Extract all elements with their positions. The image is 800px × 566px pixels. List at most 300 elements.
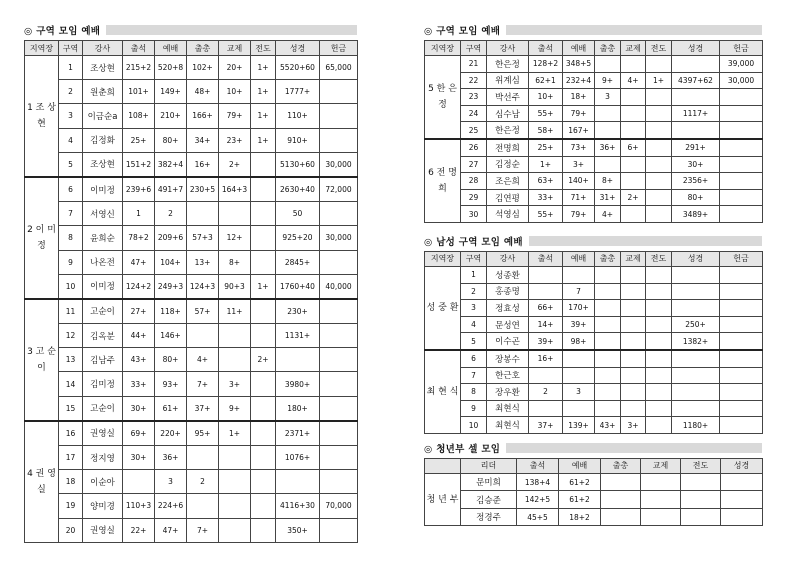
cell-value: [646, 283, 672, 300]
cell-value: 910+: [276, 128, 320, 152]
column-header: 구역: [461, 251, 487, 266]
cell-value: 215+2: [123, 56, 155, 80]
column-header: 지역장: [25, 41, 59, 56]
cell-value: 2845+: [276, 250, 320, 274]
cell-value: [621, 333, 646, 350]
cell-value: 146+: [155, 324, 187, 348]
cell-value: [646, 173, 672, 190]
cell-value: 4116+30: [276, 494, 320, 518]
cell-number: 28: [461, 173, 487, 190]
cell-value: 180+: [276, 396, 320, 421]
cell-value: 224+6: [155, 494, 187, 518]
cell-value: [646, 139, 672, 156]
cell-value: 209+6: [155, 226, 187, 250]
cell-value: 1+: [251, 80, 276, 104]
cell-value: [720, 139, 763, 156]
cell-value: 118+: [155, 299, 187, 324]
cell-value: 151+2: [123, 152, 155, 177]
cell-number: 8: [461, 384, 487, 401]
cell-value: 14+: [529, 316, 563, 333]
cell-value: [621, 89, 646, 106]
cell-value: [529, 266, 563, 283]
cell-value: 31+: [595, 189, 621, 206]
cell-value: [681, 508, 721, 526]
cell-value: 1777+: [276, 80, 320, 104]
title-bar: [529, 236, 762, 246]
cell-value: 27+: [123, 299, 155, 324]
column-header: 출총: [601, 458, 641, 473]
cell-value: [320, 202, 358, 226]
cell-value: [641, 508, 681, 526]
cell-value: 7+: [187, 372, 219, 396]
cell-number: 20: [59, 518, 83, 542]
cell-name: 원춘희: [83, 80, 123, 104]
cell-value: [595, 283, 621, 300]
cell-name: 조상현: [83, 152, 123, 177]
column-header: 예배: [155, 41, 187, 56]
cell-value: [219, 470, 251, 494]
cell-value: [621, 105, 646, 122]
cell-number: 10: [461, 417, 487, 434]
cell-value: 7: [563, 283, 595, 300]
table-row: [425, 491, 763, 509]
table-row: [425, 350, 763, 367]
cell-value: [320, 299, 358, 324]
cell-value: [721, 491, 763, 509]
cell-value: [646, 300, 672, 317]
cell-value: [595, 350, 621, 367]
cell-value: 57+3: [187, 226, 219, 250]
cell-value: 72,000: [320, 177, 358, 202]
cell-value: [646, 266, 672, 283]
cell-value: 4397+62: [672, 72, 720, 89]
cell-value: 108+: [123, 104, 155, 128]
cell-value: 61+2: [559, 473, 601, 491]
cell-name: 문미희: [461, 473, 517, 491]
cell-value: [251, 177, 276, 202]
table-row: [425, 206, 763, 223]
cell-name: 심수남: [487, 105, 529, 122]
cell-value: [529, 367, 563, 384]
cell-value: 164+3: [219, 177, 251, 202]
cell-value: 138+4: [517, 473, 559, 491]
cell-value: 230+: [276, 299, 320, 324]
column-header: 교제: [641, 458, 681, 473]
cell-value: [320, 250, 358, 274]
cell-value: [720, 400, 763, 417]
table-row: [425, 508, 763, 526]
cell-value: 70,000: [320, 494, 358, 518]
cell-name: 장우환: [487, 384, 529, 401]
cell-value: 39+: [563, 316, 595, 333]
cell-number: 26: [461, 139, 487, 156]
cell-value: [646, 122, 672, 139]
cell-value: 520+8: [155, 56, 187, 80]
table-row: [25, 177, 358, 202]
cell-value: 50: [276, 202, 320, 226]
left-section-title: ◎ 구역 모임 예배: [24, 26, 101, 37]
group-leader-cell: 5 한 은 정: [425, 56, 461, 139]
cell-value: 61+: [155, 396, 187, 421]
group-leader-cell: 최 현 식: [425, 350, 461, 433]
cell-value: 2+: [621, 189, 646, 206]
cell-value: 95+: [187, 421, 219, 446]
cell-value: [721, 508, 763, 526]
table-row: [25, 446, 358, 470]
cell-value: [621, 367, 646, 384]
cell-value: [641, 491, 681, 509]
cell-value: 40,000: [320, 274, 358, 299]
cell-value: [646, 350, 672, 367]
title-bar: [106, 25, 357, 35]
cell-number: 6: [461, 350, 487, 367]
group-leader-cell: 성 중 환: [425, 266, 461, 349]
cell-name: 석영심: [487, 206, 529, 223]
column-header: 출석: [123, 41, 155, 56]
column-header: 출총: [595, 251, 621, 266]
cell-value: 45+5: [517, 508, 559, 526]
cell-value: 23+: [219, 128, 251, 152]
cell-value: [646, 206, 672, 223]
cell-value: 2356+: [672, 173, 720, 190]
table-row: [25, 396, 358, 421]
cell-value: [646, 367, 672, 384]
right-bottom-section-header: [424, 440, 762, 456]
cell-value: 30+: [123, 396, 155, 421]
cell-value: [720, 89, 763, 106]
cell-value: [219, 348, 251, 372]
cell-value: [595, 316, 621, 333]
column-header: 지역장: [425, 41, 461, 56]
table-row: [25, 518, 358, 542]
cell-value: [595, 56, 621, 73]
table-header-row: [25, 41, 358, 56]
cell-value: 55+: [529, 105, 563, 122]
cell-value: [251, 470, 276, 494]
cell-name: 나온전: [83, 250, 123, 274]
cell-value: 44+: [123, 324, 155, 348]
table-row: [425, 122, 763, 139]
table-row: [425, 367, 763, 384]
cell-value: 30+: [123, 446, 155, 470]
right-bottom-section-title: ◎ 청년부 셀 모임: [424, 443, 501, 455]
cell-value: [621, 266, 646, 283]
cell-number: 6: [59, 177, 83, 202]
cell-value: 47+: [155, 518, 187, 542]
cell-value: [672, 89, 720, 106]
cell-value: [595, 384, 621, 401]
column-header: [425, 458, 461, 473]
cell-value: [219, 446, 251, 470]
cell-value: [251, 324, 276, 348]
table-row: [425, 89, 763, 106]
cell-value: 20+: [219, 56, 251, 80]
cell-name: 조은희: [487, 173, 529, 190]
cell-name: 양미경: [83, 494, 123, 518]
cell-value: 1131+: [276, 324, 320, 348]
cell-value: [646, 333, 672, 350]
cell-value: [529, 283, 563, 300]
cell-value: [672, 122, 720, 139]
cell-value: [646, 400, 672, 417]
cell-value: [681, 473, 721, 491]
column-header: 출석: [529, 41, 563, 56]
table-row: [25, 494, 358, 518]
cell-value: 2: [529, 384, 563, 401]
cell-value: [646, 316, 672, 333]
cell-value: [720, 283, 763, 300]
table-row: [25, 202, 358, 226]
cell-number: 15: [59, 396, 83, 421]
cell-value: [601, 508, 641, 526]
cell-value: 58+: [529, 122, 563, 139]
cell-value: [320, 128, 358, 152]
cell-value: [720, 105, 763, 122]
cell-value: 34+: [187, 128, 219, 152]
group-leader-cell: 4 권 영 실: [25, 421, 59, 542]
cell-value: 3980+: [276, 372, 320, 396]
cell-name: 고순이: [83, 396, 123, 421]
cell-value: 140+: [563, 173, 595, 190]
cell-name: 조상현: [83, 56, 123, 80]
cell-value: [621, 122, 646, 139]
cell-value: 79+: [563, 206, 595, 223]
cell-value: [646, 384, 672, 401]
group-leader-cell: 3 고 순 이: [25, 299, 59, 421]
table-row: [425, 283, 763, 300]
cell-number: 9: [59, 250, 83, 274]
cell-value: 1+: [646, 72, 672, 89]
cell-value: [601, 473, 641, 491]
cell-value: 8+: [219, 250, 251, 274]
table-row: [425, 56, 763, 73]
cell-value: [563, 400, 595, 417]
cell-value: 7+: [187, 518, 219, 542]
cell-value: [251, 518, 276, 542]
table-row: [425, 105, 763, 122]
column-header: 구역: [461, 41, 487, 56]
table-row: [25, 128, 358, 152]
cell-value: [621, 173, 646, 190]
cell-value: 1117+: [672, 105, 720, 122]
cell-value: 43+: [123, 348, 155, 372]
cell-value: 2+: [219, 152, 251, 177]
title-bar: [506, 25, 762, 35]
table-row: [25, 324, 358, 348]
cell-value: 80+: [155, 128, 187, 152]
cell-name: 김남주: [83, 348, 123, 372]
cell-value: [187, 202, 219, 226]
table-row: [25, 421, 358, 446]
cell-name: 고순이: [83, 299, 123, 324]
cell-value: 1: [123, 202, 155, 226]
cell-value: [621, 400, 646, 417]
cell-number: 2: [461, 283, 487, 300]
column-header: 예배: [563, 251, 595, 266]
cell-name: 장봉수: [487, 350, 529, 367]
cell-number: 27: [461, 156, 487, 173]
cell-number: 4: [59, 128, 83, 152]
cell-number: 18: [59, 470, 83, 494]
cell-number: 3: [461, 300, 487, 317]
cell-value: [720, 316, 763, 333]
column-header: 헌금: [720, 41, 763, 56]
cell-value: 1+: [251, 128, 276, 152]
cell-value: 18+: [563, 89, 595, 106]
cell-value: 62+1: [529, 72, 563, 89]
cell-value: [251, 202, 276, 226]
cell-number: 4: [461, 316, 487, 333]
cell-number: 25: [461, 122, 487, 139]
cell-value: [641, 473, 681, 491]
cell-value: [672, 367, 720, 384]
column-header: 교제: [621, 251, 646, 266]
cell-value: 90+3: [219, 274, 251, 299]
cell-value: 30+: [672, 156, 720, 173]
table-row: [25, 372, 358, 396]
youth-cell-table: [424, 458, 763, 527]
cell-value: 925+20: [276, 226, 320, 250]
cell-value: 11+: [219, 299, 251, 324]
cell-name: 김미정: [83, 372, 123, 396]
cell-value: [123, 470, 155, 494]
cell-value: 80+: [672, 189, 720, 206]
cell-value: 1+: [251, 104, 276, 128]
cell-value: 1+: [251, 56, 276, 80]
cell-number: 21: [461, 56, 487, 73]
cell-value: 3489+: [672, 206, 720, 223]
cell-number: 7: [59, 202, 83, 226]
right-top-section-title: ◎ 구역 모임 예배: [424, 26, 501, 37]
cell-value: 9+: [219, 396, 251, 421]
cell-name: 이미정: [83, 177, 123, 202]
cell-value: [595, 367, 621, 384]
table-row: [25, 226, 358, 250]
cell-value: 102+: [187, 56, 219, 80]
cell-value: [595, 266, 621, 283]
cell-name: 한은정: [487, 122, 529, 139]
cell-value: 36+: [155, 446, 187, 470]
cell-value: 350+: [276, 518, 320, 542]
cell-value: 66+: [529, 300, 563, 317]
cell-name: 김연평: [487, 189, 529, 206]
cell-number: 13: [59, 348, 83, 372]
cell-value: 9+: [595, 72, 621, 89]
table-row: [25, 470, 358, 494]
cell-value: [720, 417, 763, 434]
cell-value: [187, 494, 219, 518]
cell-name: 한은정: [487, 56, 529, 73]
cell-value: 491+7: [155, 177, 187, 202]
table-row: [425, 173, 763, 190]
cell-value: [276, 470, 320, 494]
cell-name: 한근호: [487, 367, 529, 384]
cell-value: [276, 348, 320, 372]
cell-name: 위계심: [487, 72, 529, 89]
cell-value: [672, 266, 720, 283]
cell-value: 36+: [595, 139, 621, 156]
table-row: [425, 417, 763, 434]
cell-value: 3+: [563, 156, 595, 173]
cell-value: 5520+60: [276, 56, 320, 80]
column-header: 구역: [59, 41, 83, 56]
cell-value: 170+: [563, 300, 595, 317]
cell-value: [320, 446, 358, 470]
cell-value: [720, 350, 763, 367]
cell-number: 8: [59, 226, 83, 250]
cell-value: [621, 384, 646, 401]
left-attendance-table: [24, 40, 358, 543]
cell-value: 230+5: [187, 177, 219, 202]
cell-value: 3+: [621, 417, 646, 434]
cell-number: 24: [461, 105, 487, 122]
table-row: [25, 56, 358, 80]
left-column: [24, 22, 357, 543]
cell-number: 10: [59, 274, 83, 299]
cell-value: 16+: [529, 350, 563, 367]
column-header: 성경: [672, 41, 720, 56]
cell-value: [219, 324, 251, 348]
cell-name: 문성연: [487, 316, 529, 333]
cell-name: 전명희: [487, 139, 529, 156]
cell-value: 3: [595, 89, 621, 106]
cell-value: 71+: [563, 189, 595, 206]
cell-name: 성종환: [487, 266, 529, 283]
table-row: [425, 189, 763, 206]
cell-value: [595, 400, 621, 417]
cell-value: 4+: [595, 206, 621, 223]
cell-value: [672, 350, 720, 367]
cell-name: 최현식: [487, 400, 529, 417]
cell-number: 19: [59, 494, 83, 518]
cell-value: 73+: [563, 139, 595, 156]
cell-name: 권영실: [83, 421, 123, 446]
cell-value: [320, 470, 358, 494]
cell-value: [251, 372, 276, 396]
group-label-cell: 청 년 부: [425, 473, 461, 526]
cell-value: [646, 105, 672, 122]
column-header: 리더: [461, 458, 517, 473]
cell-name: 박선주: [487, 89, 529, 106]
cell-value: [563, 266, 595, 283]
cell-value: 10+: [529, 89, 563, 106]
cell-value: [251, 152, 276, 177]
cell-value: 18+2: [559, 508, 601, 526]
cell-value: [621, 206, 646, 223]
cell-value: [646, 189, 672, 206]
cell-number: 5: [59, 152, 83, 177]
cell-value: [251, 226, 276, 250]
cell-name: 정효성: [487, 300, 529, 317]
cell-value: [320, 104, 358, 128]
cell-value: [251, 250, 276, 274]
cell-number: 12: [59, 324, 83, 348]
cell-value: [672, 300, 720, 317]
cell-value: 10+: [219, 80, 251, 104]
cell-value: 101+: [123, 80, 155, 104]
cell-value: [621, 283, 646, 300]
column-header: 출석: [517, 458, 559, 473]
cell-number: 23: [461, 89, 487, 106]
column-header: 지역장: [425, 251, 461, 266]
column-header: 전도: [646, 251, 672, 266]
cell-value: [251, 299, 276, 324]
column-header: 출총: [187, 41, 219, 56]
cell-value: 166+: [187, 104, 219, 128]
cell-value: 33+: [529, 189, 563, 206]
cell-number: 3: [59, 104, 83, 128]
cell-value: [720, 206, 763, 223]
